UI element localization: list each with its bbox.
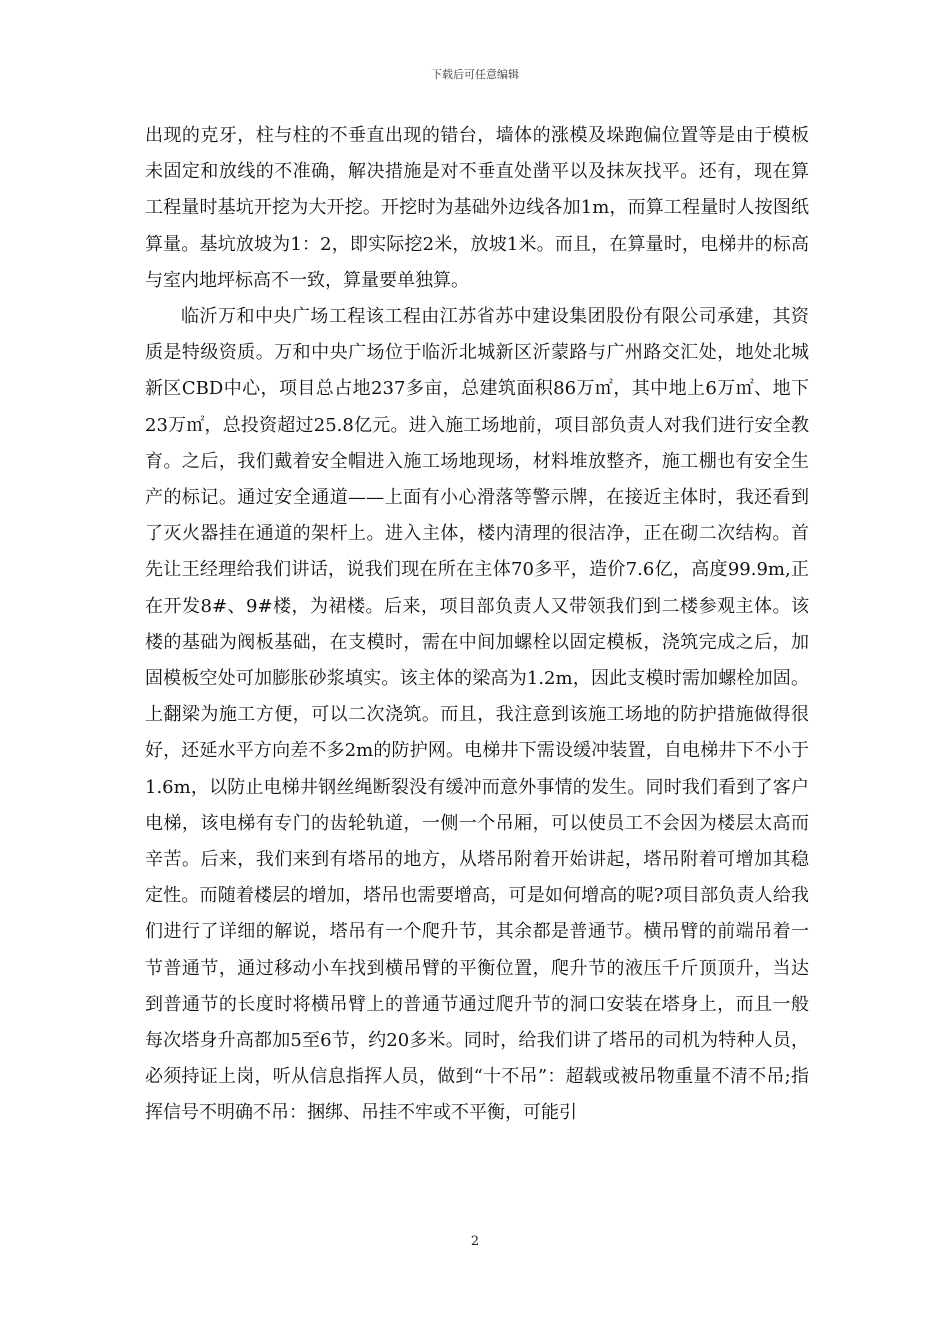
paragraph-2: 临沂万和中央广场工程该工程由江苏省苏中建设集团股份有限公司承建，其资质是特级资质。万和中央广场位于临沂北城新区沂蒙路与广州路交汇处，地处北城新区CBD中心，项目总占地237多亩，总建筑面积86万㎡，其中地上6万㎡、地下23万㎡，总投资超过25.8亿元。进入施工场地前，项目部负责人对我们进行安全教育。之后，我们戴着安全帽进入施工场地现场，材料堆放整齐，施工棚也有安全生产的标记。通过安全通道——上面有小心滑落等警示牌，在接近主体时，我还看到了灭火器挂在通道的架杆上。进入主体，楼内清理的很洁净，正在砌二次结构。首先让王经理给我们讲话，说我们现在所在主体70多平，造价7.6亿，高度99.9m,正在开发8#、9#楼，为裙楼。后来，项目部负责人又带领我们到二楼参观主体。该楼的基础为阀板基础，在支模时，需在中间加螺栓以固定模板，浇筑完成之后，加固模板空处可加膨胀砂浆填实。该主体的梁高为1.2m，因此支模时需加螺栓加固。上翻梁为施工方便，可以二次浇筑。而且，我注意到该施工场地的防护措施做得很好，还延水平方向差不多2m的防护网。电梯井下需设缓冲装置，自电梯井下不小于1.6m，以防止电梯井钢丝绳断裂没有缓冲而意外事情的发生。同时我们看到了客户电梯，该电梯有专门的齿轮轨道，一侧一个吊厢，可以使员工不会因为楼层太高而辛苦。后来，我们来到有塔吊的地方，从塔吊附着开始讲起，塔吊附着可增加其稳定性。而随着楼层的增加，塔吊也需要增高，可是如何增高的呢?项目部负责人给我们进行了详细的解说，塔吊有一个爬升节，其余都是普通节。横吊臂的前端吊着一节普通节，通过移动小车找到横吊臂的平衡位置，爬升节的液压千斤顶顶升，当达到普通节的长度时将横吊臂上的普通节通过爬升节的洞口安装在塔身上，而且一般每次塔身升高都加5至6节，约20多米。同时，给我们讲了塔吊的司机为特种人员，必须持证上岗，听从信息指挥人员，做到“十不吊”：超载或被吊物重量不清不吊;指挥信号不明确不吊：捆绑、吊挂不牢或不平衡，可能引	[145, 306, 809, 1124]
paragraph-1: 出现的克牙，柱与柱的不垂直出现的错台，墙体的涨模及垛跑偏位置等是由于模板未固定和放线的不准确，解决措施是对不垂直处凿平以及抹灰找平。还有，现在算工程量时基坑开挖为大开挖。开挖时为基础外边线各加1m，而算工程量时人按图纸算量。基坑放坡为1：2，即实际挖2米，放坡1米。而且，在算量时，电梯井的标高与室内地坪标高不一致，算量要单独算。	[145, 125, 809, 291]
document-body	[145, 118, 809, 1132]
page-number: 2	[470, 1234, 480, 1249]
page-header: 下载后可任意编辑	[431, 68, 519, 81]
